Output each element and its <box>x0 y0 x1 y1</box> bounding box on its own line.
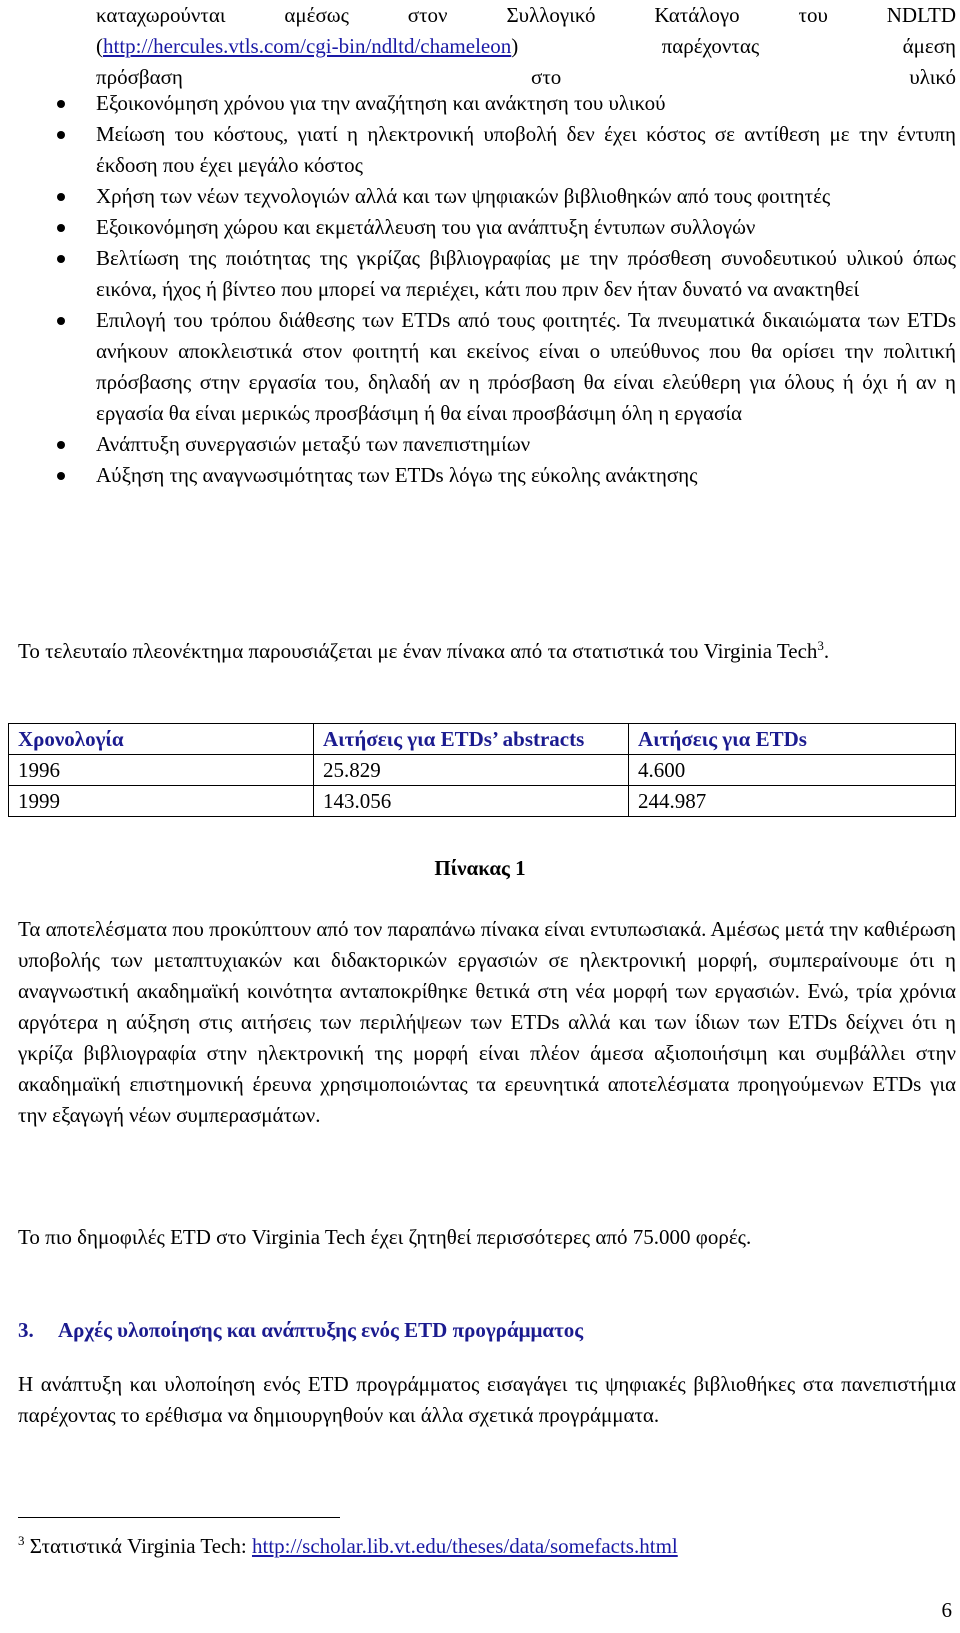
footnote-label: Στατιστικά Virginia Tech: <box>29 1534 252 1558</box>
continued-line-2 <box>96 31 956 62</box>
list-item-text: Αύξηση της αναγνωσιμότητας των ETDs λόγω της εύκολης ανάκτησης <box>96 463 698 487</box>
table-caption: Πίνακας 1 <box>434 856 526 880</box>
list-item-text: Εξοικονόμηση χρόνου για την αναζήτηση και ανάκτηση του υλικού <box>96 91 666 115</box>
table-intro-paragraph <box>18 630 956 667</box>
virginia-tech-stats-link[interactable]: http://scholar.lib.vt.edu/theses/data/somefacts.html <box>251 1534 678 1558</box>
statistics-table <box>8 723 956 817</box>
continued-bullet-text <box>96 0 956 93</box>
list-item <box>0 119 956 181</box>
list-item <box>0 212 956 243</box>
bullet-icon <box>57 224 65 232</box>
list-item-text: Επιλογή του τρόπου διάθεσης των ETDs από τους φοιτητές. Τα πνευματικά δικαιώματα των ETDs ανήκουν αποκλειστικά στον φοιτητή και εκείνος είναι ο υπεύθυνος που θα ορίσει την πολιτική πρόσβασης στην εργασία του, δηλαδή αν η πρόσβαση θα είναι ελεύθερη για όλους ή όχι ή αν η εργασία θα είναι μερικώς προσβάσιμη ή θα είναι προσβάσιμη όλη η εργασία <box>96 308 956 425</box>
bullet-icon <box>57 131 65 139</box>
continued-line-1: καταχωρούνται αμέσως στον Συλλογικό Κατάλογο του NDLTD <box>96 3 956 27</box>
list-item-text: Ανάπτυξη συνεργασιών μεταξύ των πανεπιστημίων <box>96 432 531 456</box>
list-item-text: Βελτίωση της ποιότητας της γκρίζας βιβλιογραφίας με την πρόσθεση συνοδευτικού υλικού όπως εικόνα, ήχος ή βίντεο που μπορεί να περιέχει, κάτι που πριν δεν ήταν δυνατό να ανακτηθεί <box>96 246 956 301</box>
link-after-text: ) παρέχοντας άμεση <box>511 34 956 58</box>
results-paragraph: Τα αποτελέσματα που προκύπτουν από τον παραπάνω πίνακα είναι εντυπωσιακά. Αμέσως μετά την καθιέρωση υποβολής των μεταπτυχιακών και διδακτορικών εργασιών σε ηλεκτρονική μορφή, συμπεραίνουμε ότι η αναγνωστική ακαδημαϊκή κοινότητα ανταποκρίθηκε θετικά στη νέα μορφή των εργασιών. Ενώ, τρία χρόνια αργότερα η αύξηση στις αιτήσεις των περιλήψεων των ETDs αλλά και των ίδιων των ETDs δείχνει ότι η γκρίζα βιβλιογραφία στην ηλεκτρονική της μορφή είναι πλέον άμεσα αξιοποιήσιμη και συμβάλλει στην ακαδημαϊκή επιστημονική έρευνα χρησιμοποιώντας τα ερευνητικά αποτελέσματα προηγούμενων ETDs για την εξαγωγή νέων συμπερασμάτων. <box>18 917 956 1127</box>
bullet-icon <box>57 441 65 449</box>
bullet-icon <box>57 100 65 108</box>
list-item <box>0 88 956 119</box>
bullet-icon <box>57 255 65 263</box>
list-item <box>0 429 956 460</box>
table-header-row <box>9 724 956 755</box>
header-etd-requests: Αιτήσεις για ETDs <box>629 724 956 755</box>
page-number: 6 <box>941 1598 952 1622</box>
section-number: 3. <box>18 1318 34 1342</box>
footnote-reference[interactable]: 3 <box>817 638 824 653</box>
cell-etd-requests: 244.987 <box>629 786 956 817</box>
footnote-divider <box>18 1517 340 1518</box>
cell-abstract-requests: 25.829 <box>314 755 629 786</box>
header-year: Χρονολογία <box>9 724 314 755</box>
list-item-text: Εξοικονόμηση χώρου και εκμετάλλευση του για ανάπτυξη έντυπων συλλογών <box>96 215 756 239</box>
popular-etd-paragraph: Το πιο δημοφιλές ETD στο Virginia Tech έχει ζητηθεί περισσότερες από 75.000 φορές. <box>18 1225 752 1249</box>
cell-abstract-requests: 143.056 <box>314 786 629 817</box>
bullet-icon <box>57 193 65 201</box>
cell-year: 1999 <box>9 786 314 817</box>
section-title: Αρχές υλοποίησης και ανάπτυξης ενός ETD προγράμματος <box>58 1318 584 1342</box>
footnote <box>18 1526 678 1561</box>
ndltd-catalog-link[interactable]: http://hercules.vtls.com/cgi-bin/ndltd/chameleon <box>103 34 512 58</box>
bullet-icon <box>57 317 65 325</box>
cell-etd-requests: 4.600 <box>629 755 956 786</box>
list-item-text: Μείωση του κόστους, γιατί η ηλεκτρονική υποβολή δεν έχει κόστος σε αντίθεση με την έντυπη έκδοση που έχει μεγάλο κόστος <box>96 122 956 177</box>
header-abstract-requests: Αιτήσεις για ETDs’ abstracts <box>314 724 629 755</box>
footnote-mark: 3 <box>18 1533 25 1548</box>
bullet-icon <box>57 472 65 480</box>
table-row <box>9 786 956 817</box>
continued-line-3: πρόσβαση στο υλικό <box>96 65 956 89</box>
list-item <box>0 181 956 212</box>
list-item <box>0 305 956 429</box>
table-row <box>9 755 956 786</box>
advantages-list <box>0 88 956 491</box>
table-intro-text: Το τελευταίο πλεονέκτημα παρουσιάζεται με έναν πίνακα από τα στατιστικά του Virginia Tech <box>18 639 818 663</box>
list-item-text: Χρήση των νέων τεχνολογιών αλλά και των ψηφιακών βιβλιοθηκών από τους φοιτητές <box>96 184 831 208</box>
table-intro-end: . <box>823 639 830 663</box>
link-paren-open: ( <box>96 34 103 58</box>
section-heading <box>18 1315 583 1345</box>
etd-program-paragraph: Η ανάπτυξη και υλοποίηση ενός ETD προγράμματος εισαγάγει τις ψηφιακές βιβλιοθήκες στα πανεπιστήμια παρέχοντας το ερέθισμα να δημιουργηθούν και άλλα σχετικά προγράμματα. <box>18 1372 956 1427</box>
cell-year: 1996 <box>9 755 314 786</box>
list-item <box>0 243 956 305</box>
list-item <box>0 460 956 491</box>
